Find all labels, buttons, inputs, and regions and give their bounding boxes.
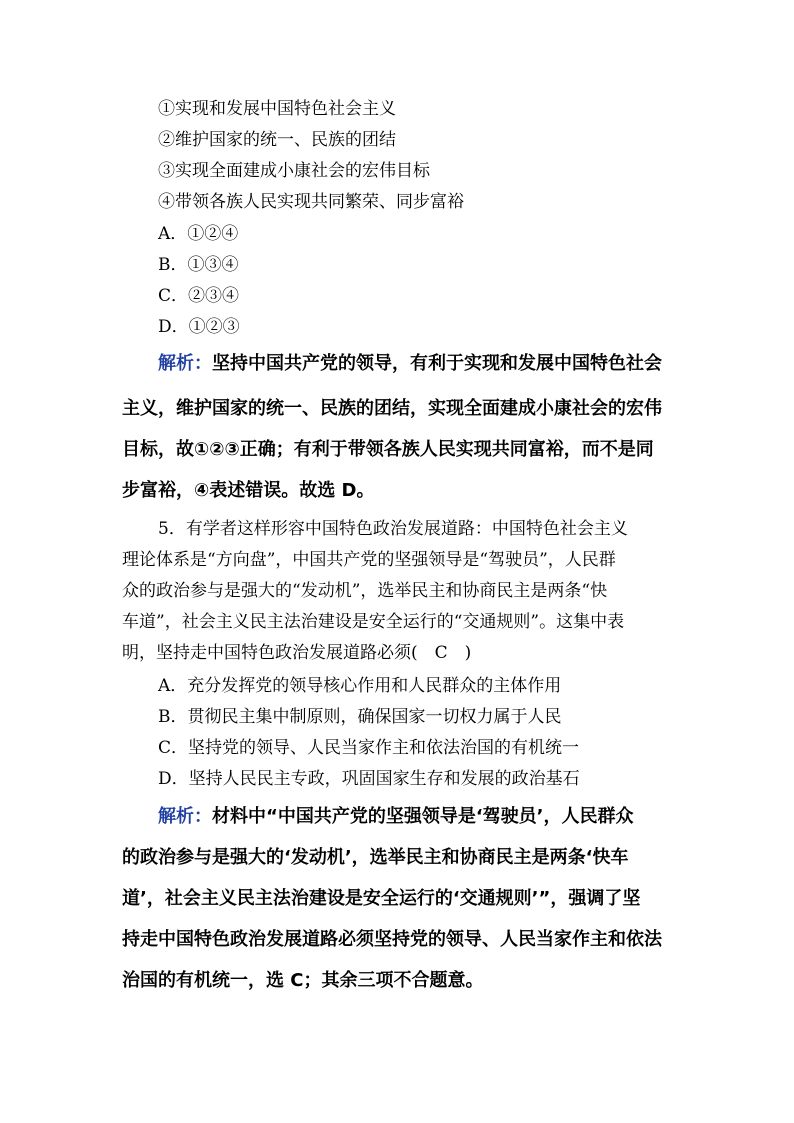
statement-4: ④带领各族人民实现共同繁荣、同步富裕 <box>158 192 464 212</box>
statement-3: ③实现全面建成小康社会的宏伟目标 <box>158 161 430 181</box>
q4-analysis-line-2: 主义，维护国家的统一、民族的团结，实现全面建成小康社会的宏伟 <box>122 398 662 419</box>
q5-analysis-line-1 <box>158 805 634 829</box>
q5-option-a: A．充分发挥党的领导核心作用和人民群众的主体作用 <box>158 676 562 696</box>
q4-analysis-line-3: 目标，故①②③正确；有利于带领各族人民实现共同富裕，而不是同 <box>122 439 654 460</box>
analysis-text: 材料中“中国共产党的坚强领导是‘驾驶员’，人民群众 <box>212 806 634 827</box>
q5-option-c: C．坚持党的领导、人民当家作主和依法治国的有机统一 <box>158 738 580 758</box>
q4-analysis-line-1 <box>158 352 662 376</box>
q4-option-c: C．②③④ <box>158 286 240 306</box>
analysis-label: 解析： <box>158 353 212 374</box>
q4-option-a: A．①②④ <box>158 224 239 244</box>
q5-analysis-line-5: 治国的有机统一，选 C；其余三项不合题意。 <box>122 970 484 991</box>
q4-analysis-line-4: 步富裕，④表述错误。故选 D。 <box>122 480 375 501</box>
q5-analysis-line-3: 道’，社会主义民主法治建设是安全运行的‘交通规则’”，强调了坚 <box>122 888 641 909</box>
analysis-text: 坚持中国共产党的领导，有利于实现和发展中国特色社会 <box>212 353 662 374</box>
q4-option-b: B．①③④ <box>158 255 239 275</box>
q5-stem-line-3: 众的政治参与是强大的“发动机”，选举民主和协商民主是两条“快 <box>122 581 608 601</box>
q4-option-d: D．①②③ <box>158 317 240 337</box>
q5-stem-line-2: 理论体系是“方向盘”，中国共产党的坚强领导是“驾驶员”，人民群 <box>122 550 616 570</box>
q5-option-b: B．贯彻民主集中制原则，确保国家一切权力属于人民 <box>158 707 562 727</box>
q5-option-d: D．坚持人民民主专政，巩固国家生存和发展的政治基石 <box>158 769 580 789</box>
q5-analysis-line-4: 持走中国特色政治发展道路必须坚持党的领导、人民当家作主和依法 <box>122 929 662 950</box>
statement-1: ①实现和发展中国特色社会主义 <box>158 99 396 119</box>
q5-stem-line-1: 5．有学者这样形容中国特色政治发展道路：中国特色社会主义 <box>158 519 628 539</box>
analysis-label: 解析： <box>158 806 212 827</box>
q5-stem-line-4: 车道”，社会主义民主法治建设是安全运行的“交通规则”。这集中表 <box>122 612 625 632</box>
q5-analysis-line-2: 的政治参与是强大的‘发动机’，选举民主和协商民主是两条‘快车 <box>122 847 629 868</box>
q5-stem-line-5: 明，坚持走中国特色政治发展道路必须( C ) <box>122 643 472 663</box>
statement-2: ②维护国家的统一、民族的团结 <box>158 130 396 150</box>
